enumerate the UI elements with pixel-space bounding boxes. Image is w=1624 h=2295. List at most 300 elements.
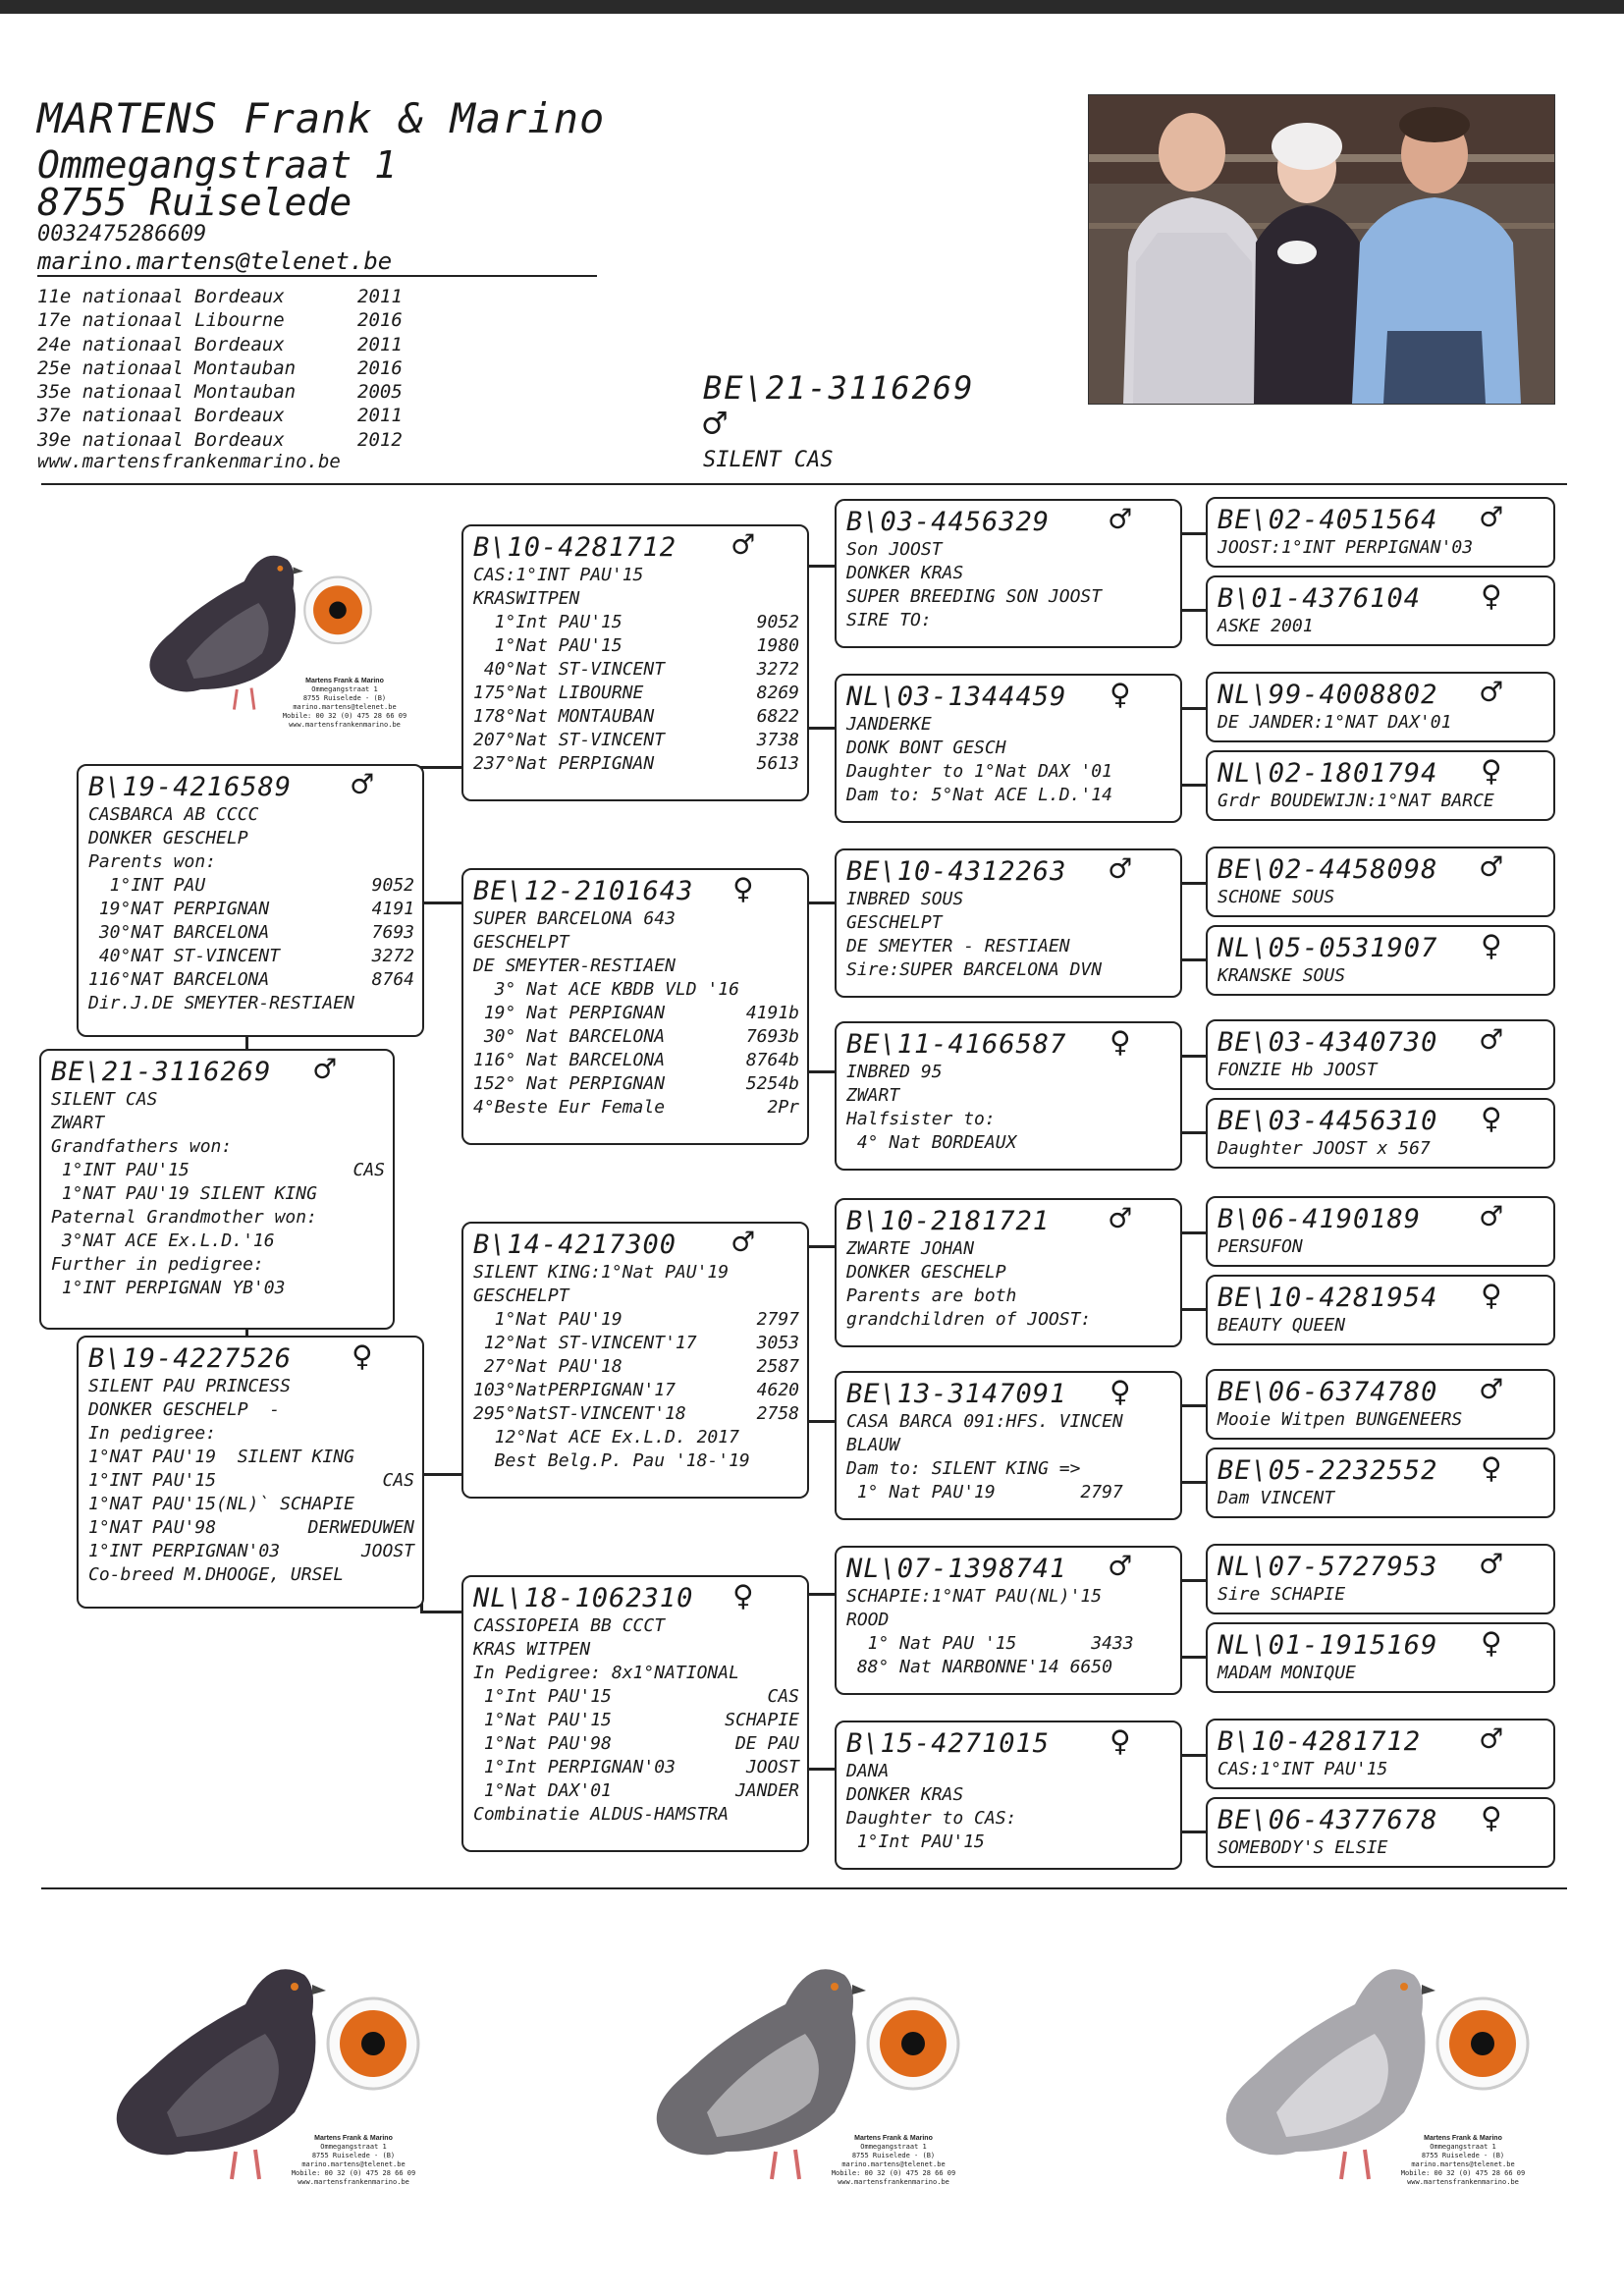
- result-text: 116°NAT BARCELONA: [88, 969, 270, 990]
- card-brand: Martens Frank & Marino: [854, 2135, 933, 2143]
- ring-number: NL\02-1801794: [1218, 758, 1438, 789]
- pedigree-box: [835, 1198, 1182, 1347]
- ring-number: B\10-4281712: [473, 532, 677, 563]
- bird-info: Parents won:: [88, 851, 217, 872]
- bird-info: 1°INT PERPIGNAN YB'03: [51, 1278, 286, 1298]
- result-value: 9052: [371, 875, 414, 896]
- card-address: Ommegangstraat 1: [860, 2143, 927, 2152]
- result-text: 116° Nat BARCELONA: [473, 1050, 666, 1070]
- breeder-city: 8755 Ruiselede: [37, 181, 352, 224]
- male-symbol-icon: ♂: [1481, 673, 1502, 713]
- result-text: 103°NatPERPIGNAN'17: [473, 1380, 676, 1400]
- pedigree-box: [1206, 1369, 1555, 1440]
- result-year: 2011: [357, 286, 403, 307]
- card-brand: Martens Frank & Marino: [1424, 2135, 1502, 2143]
- result-value: 5613: [756, 753, 799, 774]
- connector-g4-g5: [1182, 1481, 1206, 1484]
- pedigree-box: [77, 764, 424, 1037]
- result-text: 152° Nat PERPIGNAN: [473, 1073, 666, 1094]
- male-symbol-icon: ♂: [1481, 1197, 1502, 1237]
- bird-info: ZWART: [51, 1113, 105, 1133]
- bird-info: GESCHELPT: [473, 1285, 569, 1306]
- result-row: [88, 1469, 414, 1493]
- female-symbol-icon: ♀: [1481, 1276, 1502, 1316]
- connector-dam-to-g3c: [420, 1473, 463, 1476]
- card-address: Ommegangstraat 1: [311, 684, 378, 693]
- bird-info: DONKER KRAS: [846, 563, 964, 583]
- result-value: DERWEDUWEN: [307, 1517, 414, 1538]
- pedigree-box: [1206, 497, 1555, 568]
- result-value: 6822: [756, 706, 799, 727]
- card-contact: [259, 677, 431, 730]
- result-row: [473, 634, 799, 658]
- female-symbol-icon: ♀: [352, 1337, 373, 1377]
- bird-info: Sire SCHAPIE: [1218, 1584, 1346, 1605]
- card-web: www.martensfrankenmarino.be: [1407, 2178, 1519, 2187]
- connector-g4-g5: [1182, 1404, 1206, 1407]
- bird-info: In pedigree:: [88, 1423, 217, 1444]
- result-row: [473, 729, 799, 752]
- bird-info: 1° Nat PAU'19 2797: [846, 1482, 1123, 1503]
- male-symbol-icon: ♂: [1481, 1545, 1502, 1585]
- pedigree-box: [1206, 1019, 1555, 1090]
- pedigree-box: [1206, 750, 1555, 821]
- result-text: 295°NatST-VINCENT'18: [473, 1403, 686, 1424]
- ring-number: B\19-4216589: [88, 772, 293, 802]
- bird-info: 88° Nat NARBONNE'14 6650: [846, 1657, 1112, 1677]
- card-city: 8755 Ruiselede - (B): [302, 693, 387, 702]
- bird-info: Dam to: SILENT KING =>: [846, 1458, 1081, 1479]
- result-row: [473, 1449, 799, 1473]
- result-row: [473, 1049, 799, 1072]
- bird-info: BLAUW: [846, 1435, 900, 1455]
- pedigree-box: [461, 868, 809, 1145]
- result-value: 4620: [756, 1380, 799, 1400]
- ring-number: BE\13-3147091: [846, 1379, 1067, 1409]
- bird-info: DONK BONT GESCH: [846, 738, 1006, 758]
- result-year: 2016: [357, 309, 403, 332]
- breeder-phone: 0032475286609: [37, 222, 207, 246]
- bird-info: PERSUFON: [1218, 1236, 1303, 1257]
- bird-info: Mooie Witpen BUNGENEERS: [1218, 1409, 1463, 1430]
- connector-g4-g5: [1182, 1579, 1206, 1582]
- breeders-photo-drawing: [1089, 95, 1554, 404]
- female-symbol-icon: ♀: [1110, 675, 1131, 715]
- pedigree-box: [835, 1546, 1182, 1695]
- result-row: [88, 1493, 414, 1516]
- result-text: 1°NAT PAU'15(NL)` SCHAPIE: [88, 1494, 354, 1514]
- bird-info: Grdr BOUDEWIJN:1°NAT BARCE: [1218, 791, 1494, 811]
- bird-info: 3°NAT ACE Ex.L.D.'16: [51, 1230, 275, 1251]
- ring-number: BE\06-6374780: [1218, 1377, 1438, 1407]
- bird-info: DE JANDER:1°NAT DAX'01: [1218, 712, 1452, 733]
- card-brand: Martens Frank & Marino: [305, 677, 384, 684]
- card-email: marino.martens@telenet.be: [841, 2160, 946, 2169]
- ring-number: BE\02-4051564: [1218, 505, 1438, 535]
- result-value: 2758: [756, 1403, 799, 1424]
- result-year: 2005: [357, 381, 403, 404]
- card-contact: [803, 2134, 984, 2187]
- result-row: [88, 898, 414, 921]
- connector-g4-g5: [1182, 609, 1206, 612]
- result-row: [473, 1072, 799, 1096]
- result-row: [473, 1732, 799, 1756]
- card-web: www.martensfrankenmarino.be: [838, 2178, 949, 2187]
- male-symbol-icon: ♂: [1481, 1370, 1502, 1410]
- connector-g4-g5: [1182, 1831, 1206, 1833]
- result-value: 3272: [756, 659, 799, 680]
- connector-g4-g5: [1182, 882, 1206, 885]
- result-value: 8269: [756, 683, 799, 703]
- result-row: [88, 1446, 414, 1469]
- bird-info: Dir.J.DE SMEYTER-RESTIAEN: [88, 993, 354, 1013]
- card-mobile: Mobile: 00 32 (0) 475 28 66 09: [831, 2169, 956, 2178]
- bird-info: CASA BARCA 091:HFS. VINCEN: [846, 1411, 1123, 1432]
- card-web: www.martensfrankenmarino.be: [289, 720, 401, 729]
- male-symbol-icon: ♂: [1481, 498, 1502, 538]
- result-row: [473, 1096, 799, 1120]
- female-symbol-icon: ♀: [1481, 1623, 1502, 1664]
- result-value: 2Pr: [767, 1097, 799, 1118]
- pedigree-box: [1206, 1719, 1555, 1789]
- bird-info: Parents are both: [846, 1285, 1017, 1306]
- result-row: [51, 1182, 385, 1206]
- breeder-website[interactable]: www.martensfrankenmarino.be: [37, 451, 341, 472]
- pedigree-box: [1206, 1448, 1555, 1518]
- result-text: 1°INT PAU: [88, 875, 206, 896]
- ring-number: B\14-4217300: [473, 1229, 677, 1260]
- card-mobile: Mobile: 00 32 (0) 475 28 66 09: [1400, 2169, 1526, 2178]
- ring-number: BE\10-4312263: [846, 856, 1067, 887]
- bird-info: Dam VINCENT: [1218, 1488, 1335, 1508]
- connector-g4-g5: [1182, 784, 1206, 787]
- pedigree-box: [1206, 672, 1555, 742]
- result-text: 30°NAT BARCELONA: [88, 922, 270, 943]
- result-row: [88, 874, 414, 898]
- male-symbol-icon: ♂: [1110, 500, 1131, 540]
- bird-info: JOOST:1°INT PERPIGNAN'03: [1218, 537, 1474, 558]
- pigeon-card: [65, 517, 438, 733]
- header-divider: [37, 275, 597, 277]
- result-row: [473, 1779, 799, 1803]
- result-text: 17e nationaal Libourne: [37, 309, 285, 332]
- ring-number: BE\05-2232552: [1218, 1455, 1438, 1486]
- bird-info: DE SMEYTER - RESTIAEN: [846, 936, 1070, 956]
- bird-info: ZWARTE JOHAN: [846, 1238, 975, 1259]
- pigeon-card: [599, 1915, 992, 2212]
- result-row: [88, 945, 414, 968]
- result-row: [473, 1308, 799, 1332]
- bird-info: SCHAPIE:1°NAT PAU(NL)'15: [846, 1586, 1103, 1607]
- pedigree-box: [1206, 1544, 1555, 1614]
- bird-info: SIRE TO:: [846, 610, 932, 630]
- result-text: 24e nationaal Bordeaux: [37, 333, 285, 355]
- bird-info: SILENT CAS: [51, 1089, 158, 1110]
- male-symbol-icon: ♂: [314, 1050, 336, 1090]
- female-symbol-icon: ♀: [732, 1576, 754, 1616]
- bird-info: Dam to: 5°Nat ACE L.D.'14: [846, 785, 1112, 805]
- bird-info: GESCHELPT: [846, 912, 943, 933]
- card-web: www.martensfrankenmarino.be: [298, 2178, 409, 2187]
- bird-info: DONKER GESCHELP -: [88, 1399, 281, 1420]
- female-symbol-icon: ♀: [1481, 1099, 1502, 1139]
- result-value: JOOST: [745, 1757, 799, 1777]
- connector-g4-g5: [1182, 958, 1206, 961]
- main-bird-ring: BE\21-3116269: [703, 369, 975, 407]
- result-row: [37, 285, 416, 308]
- result-text: 35e nationaal Montauban: [37, 381, 297, 404]
- male-symbol-icon: ♂: [732, 1223, 754, 1263]
- top-divider: [41, 483, 1567, 485]
- ring-number: NL\18-1062310: [473, 1583, 694, 1613]
- result-row: [473, 1025, 799, 1049]
- male-symbol-icon: ♂: [1110, 1547, 1131, 1587]
- card-address: Ommegangstraat 1: [1430, 2143, 1496, 2152]
- ring-number: B\10-2181721: [846, 1206, 1051, 1236]
- ring-number: BE\02-4458098: [1218, 854, 1438, 885]
- ring-number: B\03-4456329: [846, 507, 1051, 537]
- card-mobile: Mobile: 00 32 (0) 475 28 66 09: [282, 711, 407, 720]
- result-row: [473, 1355, 799, 1379]
- female-symbol-icon: ♀: [1481, 576, 1502, 617]
- result-row: [88, 1540, 414, 1563]
- card-email: marino.martens@telenet.be: [293, 702, 397, 711]
- result-text: 30° Nat BARCELONA: [473, 1026, 666, 1047]
- bird-info: Co-breed M.DHOOGE, URSEL: [88, 1564, 345, 1585]
- result-text: 178°Nat MONTAUBAN: [473, 706, 655, 727]
- male-symbol-icon: ♂: [352, 765, 373, 805]
- male-symbol-icon: ♂: [1481, 1020, 1502, 1061]
- result-value: JANDER: [734, 1780, 799, 1801]
- pigeon-card: [59, 1915, 452, 2212]
- card-email: marino.martens@telenet.be: [1411, 2160, 1515, 2169]
- result-year: 2011: [357, 333, 403, 355]
- ring-number: BE\11-4166587: [846, 1029, 1067, 1060]
- bird-info: Halfsister to:: [846, 1109, 996, 1129]
- result-value: 2587: [756, 1356, 799, 1377]
- result-text: 39e nationaal Bordeaux: [37, 428, 285, 451]
- result-value: 4191b: [745, 1003, 799, 1023]
- ring-number: NL\05-0531907: [1218, 933, 1438, 963]
- result-row: [473, 658, 799, 682]
- female-symbol-icon: ♀: [1481, 1448, 1502, 1489]
- result-text: 12°Nat ST-VINCENT'17: [473, 1333, 697, 1353]
- result-text: 40°NAT ST-VINCENT: [88, 946, 281, 966]
- result-value: CAS: [382, 1470, 414, 1491]
- result-row: [37, 404, 416, 427]
- result-text: 175°Nat LIBOURNE: [473, 683, 644, 703]
- pigeon-card: [1168, 1915, 1561, 2212]
- ring-number: BE\12-2101643: [473, 876, 694, 906]
- ring-number: BE\21-3116269: [51, 1057, 272, 1087]
- result-text: 4°Beste Eur Female: [473, 1097, 666, 1118]
- bird-info: ASKE 2001: [1218, 616, 1314, 636]
- breeder-email[interactable]: marino.martens@telenet.be: [37, 247, 393, 275]
- result-row: [473, 611, 799, 634]
- bird-info: Combinatie ALDUS-HAMSTRA: [473, 1804, 730, 1825]
- result-text: 1°NAT PAU'19 SILENT KING: [51, 1183, 317, 1204]
- pedigree-box: [1206, 1196, 1555, 1267]
- ring-number: NL\99-4008802: [1218, 680, 1438, 710]
- bird-info: ZWART: [846, 1085, 900, 1106]
- ring-number: B\15-4271015: [846, 1728, 1051, 1759]
- result-value: 7693b: [745, 1026, 799, 1047]
- result-text: 25e nationaal Montauban: [37, 356, 297, 379]
- bird-info: DANA: [846, 1761, 890, 1781]
- result-text: 12°Nat ACE Ex.L.D. 2017: [473, 1427, 739, 1448]
- bottom-divider: [41, 1887, 1567, 1889]
- pedigree-box: [1206, 1622, 1555, 1693]
- ring-number: BE\03-4340730: [1218, 1027, 1438, 1058]
- card-city: 8755 Ruiselede - (B): [311, 2152, 396, 2160]
- female-symbol-icon: ♀: [1481, 926, 1502, 966]
- result-year: 2012: [357, 428, 403, 451]
- pedigree-box: [1206, 1098, 1555, 1169]
- pedigree-box: [835, 848, 1182, 998]
- bird-info: SCHONE SOUS: [1218, 887, 1335, 907]
- card-city: 8755 Ruiselede - (B): [1421, 2152, 1505, 2160]
- connector-g4-g5: [1182, 1754, 1206, 1757]
- card-contact: [1373, 2134, 1553, 2187]
- result-row: [37, 380, 416, 404]
- ring-number: NL\07-1398741: [846, 1554, 1067, 1584]
- result-row: [473, 752, 799, 776]
- bird-info: DONKER KRAS: [846, 1784, 964, 1805]
- ring-number: NL\01-1915169: [1218, 1630, 1438, 1661]
- result-text: 1°Nat PAU'15: [473, 1710, 612, 1730]
- connector-g4-g5: [1182, 1231, 1206, 1234]
- bird-info: 4° Nat BORDEAUX: [846, 1132, 1017, 1153]
- bird-info: grandchildren of JOOST:: [846, 1309, 1092, 1330]
- pedigree-box: [835, 1021, 1182, 1171]
- result-text: 1°INT PAU'15: [51, 1160, 189, 1180]
- result-text: 207°Nat ST-VINCENT: [473, 730, 666, 750]
- pedigree-box: [1206, 1275, 1555, 1345]
- ring-number: NL\03-1344459: [846, 682, 1067, 712]
- bird-info: INBRED 95: [846, 1062, 943, 1082]
- national-results-list: [37, 285, 416, 452]
- breeders-photo: [1088, 94, 1555, 405]
- female-symbol-icon: ♀: [1481, 1798, 1502, 1838]
- result-value: CAS: [767, 1686, 799, 1707]
- connector-g4-g5: [1182, 1131, 1206, 1134]
- ring-number: BE\03-4456310: [1218, 1106, 1438, 1136]
- result-row: [473, 1402, 799, 1426]
- bird-info: FONZIE Hb JOOST: [1218, 1060, 1378, 1080]
- result-text: 1°NAT PAU'98: [88, 1517, 217, 1538]
- female-symbol-icon: ♀: [1110, 1372, 1131, 1412]
- result-value: DE PAU: [734, 1733, 799, 1754]
- bird-info: CASSIOPEIA BB CCCT: [473, 1615, 666, 1636]
- bird-info: Daughter to CAS:: [846, 1808, 1017, 1829]
- bird-info: SILENT KING:1°Nat PAU'19: [473, 1262, 730, 1283]
- card-mobile: Mobile: 00 32 (0) 475 28 66 09: [291, 2169, 416, 2178]
- result-text: 19° Nat PERPIGNAN: [473, 1003, 666, 1023]
- result-row: [88, 968, 414, 992]
- male-symbol-icon: ♂: [1110, 1199, 1131, 1239]
- bird-info: Further in pedigree:: [51, 1254, 264, 1275]
- bird-info: Son JOOST: [846, 539, 943, 560]
- result-row: [88, 921, 414, 945]
- card-brand: Martens Frank & Marino: [314, 2135, 393, 2143]
- pedigree-box: [1206, 925, 1555, 996]
- result-value: 8764: [371, 969, 414, 990]
- pedigree-box: [835, 499, 1182, 648]
- bird-info: In Pedigree: 8x1°NATIONAL: [473, 1663, 739, 1683]
- pedigree-box: [1206, 575, 1555, 646]
- bird-info: CASBARCA AB CCCC: [88, 804, 259, 825]
- result-row: [473, 1685, 799, 1709]
- result-text: 1°Nat DAX'01: [473, 1780, 612, 1801]
- result-value: CAS: [352, 1160, 385, 1180]
- result-row: [473, 1332, 799, 1355]
- bird-info: SOMEBODY'S ELSIE: [1218, 1837, 1388, 1858]
- pedigree-box: [461, 1222, 809, 1499]
- result-value: 9052: [756, 612, 799, 632]
- result-value: 5254b: [745, 1073, 799, 1094]
- bird-info: Daughter JOOST x 567: [1218, 1138, 1431, 1159]
- pedigree-box: [461, 1575, 809, 1852]
- result-text: 1°INT PERPIGNAN'03: [88, 1541, 281, 1561]
- male-symbol-icon: ♂: [1481, 847, 1502, 888]
- bird-info: DONKER GESCHELP: [88, 828, 248, 848]
- bird-info: INBRED SOUS: [846, 889, 964, 909]
- bird-info: Sire:SUPER BARCELONA DVN: [846, 959, 1103, 980]
- bird-info: SUPER BREEDING SON JOOST: [846, 586, 1103, 607]
- bird-info: SUPER BARCELONA 643: [473, 908, 676, 929]
- male-symbol-icon: ♂: [703, 402, 728, 447]
- connector-g4-g5: [1182, 532, 1206, 535]
- result-row: [37, 428, 416, 452]
- female-symbol-icon: ♀: [1481, 751, 1502, 792]
- result-value: 3738: [756, 730, 799, 750]
- breeder-name: MARTENS Frank & Marino: [37, 94, 606, 142]
- result-text: 1°INT PAU'15: [88, 1470, 217, 1491]
- pedigree-box: [461, 524, 809, 801]
- result-row: [37, 356, 416, 380]
- result-row: [473, 705, 799, 729]
- result-text: 1°Int PAU'15: [473, 612, 623, 632]
- result-text: 1°Nat PAU'98: [473, 1733, 612, 1754]
- result-row: [473, 1379, 799, 1402]
- card-email: marino.martens@telenet.be: [301, 2160, 406, 2169]
- male-symbol-icon: ♂: [1110, 849, 1131, 890]
- bird-info: KRASWITPEN: [473, 588, 580, 609]
- result-text: 237°Nat PERPIGNAN: [473, 753, 655, 774]
- bird-info: Daughter to 1°Nat DAX '01: [846, 761, 1112, 782]
- result-text: Best Belg.P. Pau '18-'19: [473, 1450, 750, 1471]
- male-symbol-icon: ♂: [1481, 1720, 1502, 1760]
- ring-number: B\01-4376104: [1218, 583, 1422, 614]
- ring-number: B\06-4190189: [1218, 1204, 1422, 1234]
- result-value: 3053: [756, 1333, 799, 1353]
- pedigree-box: [835, 1371, 1182, 1520]
- result-year: 2011: [357, 405, 403, 427]
- pedigree-box: [835, 674, 1182, 823]
- connector-g4-g5: [1182, 1656, 1206, 1659]
- pedigree-box: [1206, 847, 1555, 917]
- result-value: 7693: [371, 922, 414, 943]
- result-row: [473, 1426, 799, 1449]
- result-row: [473, 682, 799, 705]
- result-row: [51, 1159, 385, 1182]
- result-text: 37e nationaal Bordeaux: [37, 405, 285, 427]
- ring-number: BE\06-4377678: [1218, 1805, 1438, 1835]
- female-symbol-icon: ♀: [732, 869, 754, 909]
- result-row: [473, 1002, 799, 1025]
- result-text: 40°Nat ST-VINCENT: [473, 659, 666, 680]
- female-symbol-icon: ♀: [1110, 1721, 1131, 1762]
